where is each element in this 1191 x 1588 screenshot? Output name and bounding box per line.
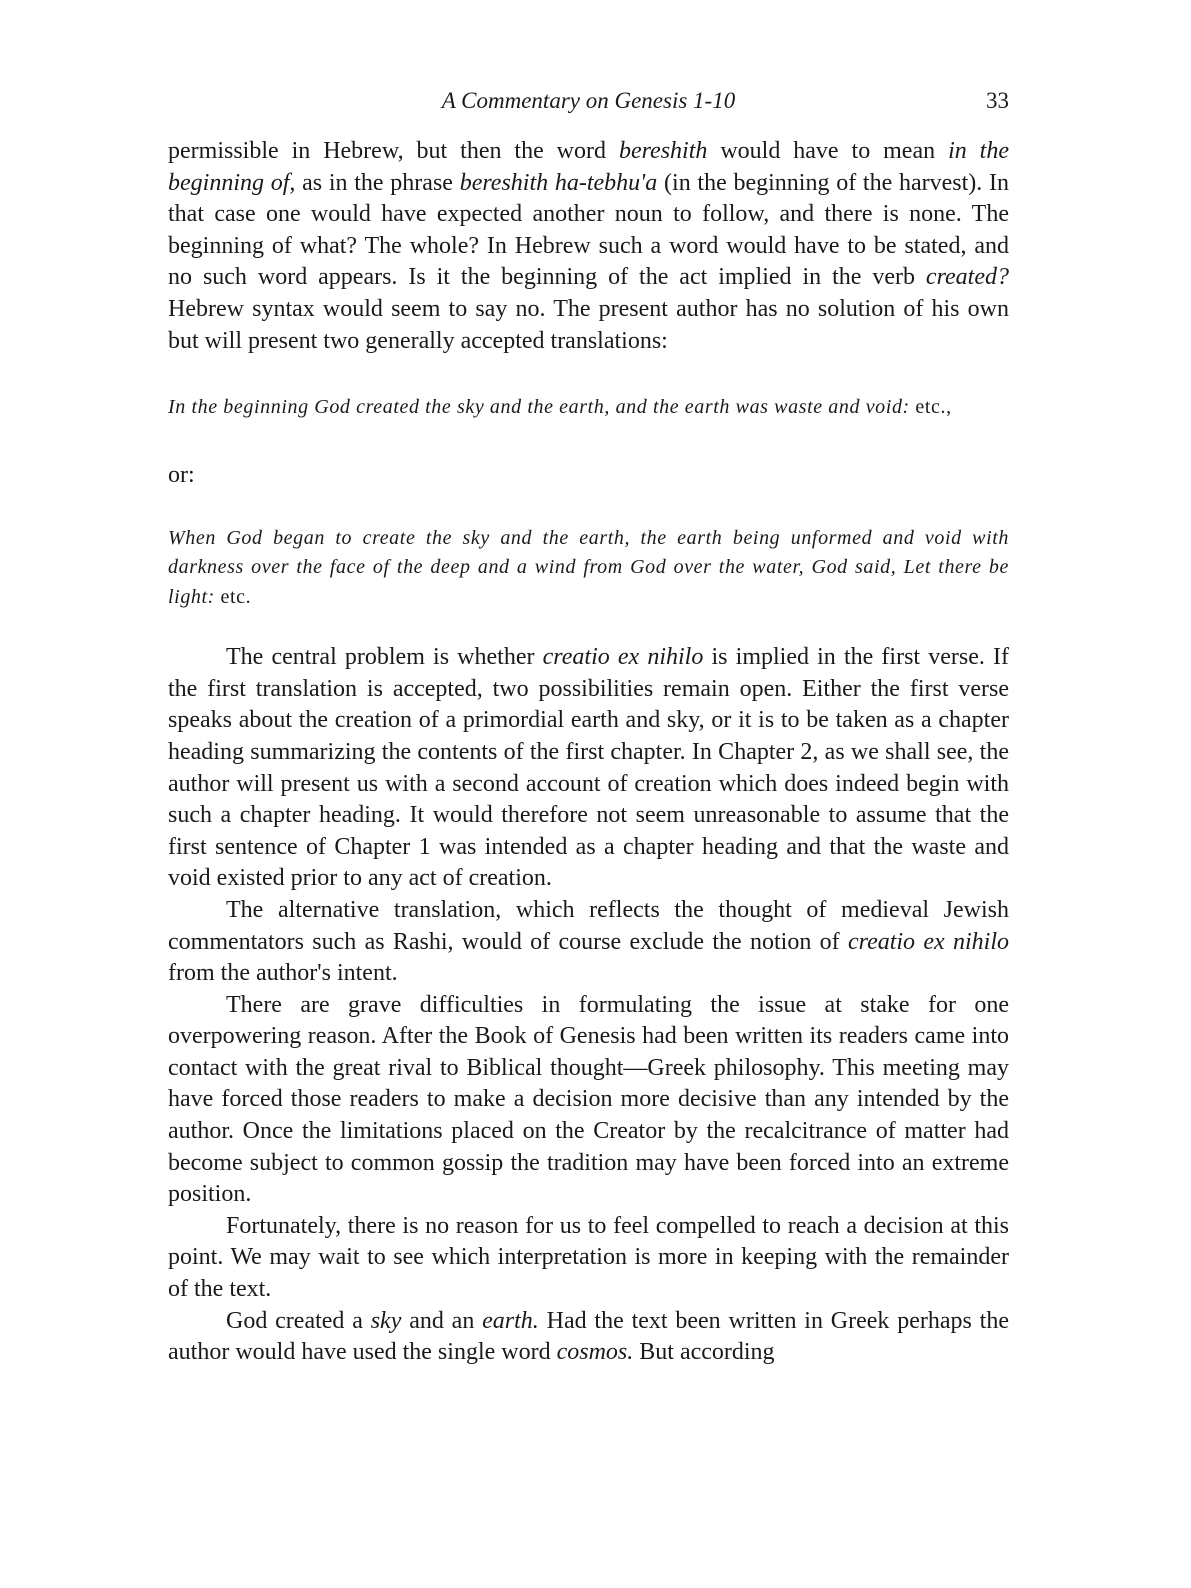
quote-roman-text: etc., (909, 396, 952, 419)
running-title: A Commentary on Genesis 1-10 (441, 88, 736, 113)
text-run: Had the text been written in Greek perhaps the author would have used the single word (168, 1307, 1009, 1366)
italic-term: bereshith ha-tebhu'a (459, 169, 658, 196)
quote-italic-text: In the beginning God created the sky and the earth, and the earth was waste and void: (168, 396, 910, 419)
or-connector: or: (168, 461, 195, 488)
text-run: is implied in the first verse. If the first translation is accepted, two possibilities remain open. Either the first verse speaks about the creation of a primordial earth and sky, or it is to be taken as a chapter heading summarizing the contents of the first chapter. In Chapter 2, as we shall see, the author will present us with a second account of creation which does indeed begin with such a chapter heading. It would therefore not seem unreasonable to assume that the first sentence of Chapter 1 was intended as a chapter heading and that the waste and void existed prior to any act of creation. (168, 644, 1009, 892)
text-run: (in the beginning of the harvest). In that case one would have expected another noun to follow, and there is none. The beginning of what? The whole? In Hebrew such a word would have to be stated, and no such word appears. Is it the beginning of the act implied in the verb (168, 169, 1010, 291)
text-run: and an (401, 1307, 483, 1334)
book-page (168, 84, 1009, 1369)
italic-term: creatio ex nihilo (542, 644, 704, 671)
italic-term: in the beginning of, (168, 138, 1009, 196)
text-run: would have to mean (707, 138, 949, 164)
text-run: permissible in Hebrew, but then the word (168, 138, 619, 164)
paragraph-grave-difficulties: There are grave difficulties in formulating the issue at stake for one overpowering reason. After the Book of Genesis had been written its readers came into contact with the great rival to Biblical thought—Greek philosophy. This meeting may have forced those readers to make a decision more decisive than any intended by the author. Once the limitations placed on the Creator by the recalcitrance of matter had become subject to common gossip the tradition may have been forced into an extreme position. (168, 991, 1009, 1208)
paragraph-fortunately: Fortunately, there is no reason for us to feel compelled to reach a decision at this point. We may wait to see which interpretation is more in keeping with the remainder of the text. (168, 1212, 1009, 1303)
quote-italic-text: When God began to create the sky and the earth, the earth being unformed and void with darkness over the face of the deep and a wind from God over the water, God said, Let there be light: (168, 526, 1009, 608)
text-run: Hebrew syntax would seem to say no. The present author has no solution of his own but will present two generally accepted translations: (168, 295, 1009, 354)
paragraph-alternative-translation (168, 895, 1009, 990)
italic-term: sky (370, 1307, 402, 1334)
page-number: 33 (986, 88, 1009, 113)
text-run: The alternative translation, which reflects the thought of medieval Jewish commentators such as Rashi, would of course exclude the notion of (168, 896, 1009, 955)
text-run: as in the phrase (295, 169, 460, 196)
text-run: from the author's intent. (168, 960, 398, 987)
running-head (168, 84, 1009, 124)
paragraph-continued (168, 136, 1009, 357)
text-run: God created a (226, 1307, 371, 1334)
paragraph-central-problem (168, 642, 1009, 895)
italic-term: bereshith (618, 138, 708, 164)
italic-term: cosmos. (556, 1339, 634, 1366)
text-run: The central problem is whether (226, 644, 543, 671)
quote-roman-text: etc. (214, 585, 252, 608)
text-run: But according (633, 1339, 775, 1366)
translation-quote-1 (168, 393, 1009, 423)
paragraph-sky-and-earth (168, 1306, 1009, 1369)
italic-term: earth. (482, 1307, 539, 1334)
translation-quote-2 (168, 524, 1009, 613)
italic-term: created? (925, 264, 1009, 291)
italic-term: creatio ex nihilo (847, 928, 1009, 955)
